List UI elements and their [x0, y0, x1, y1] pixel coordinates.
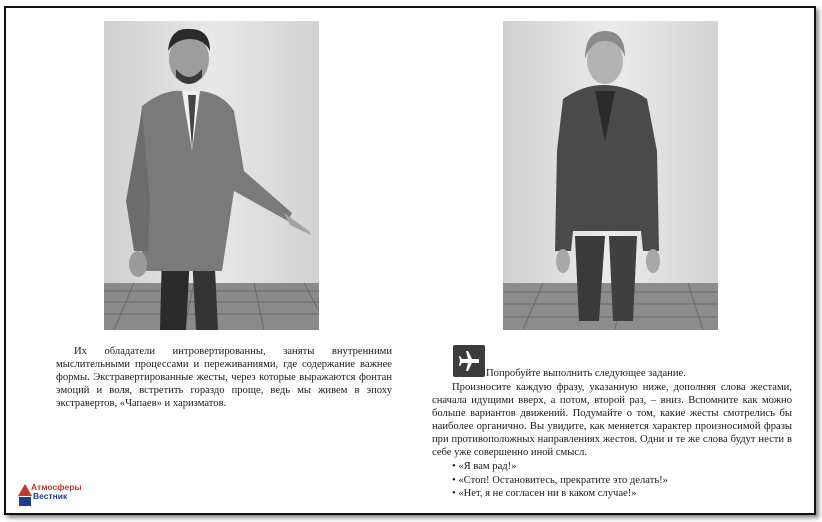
logo-line-2: Вестник [33, 491, 68, 501]
left-paragraph: Их обладатели интровертированны, заняты внутренними мыслительными процессами и переживаниями, где содержание важнее формы. Экстравертированные жесты, через которые выражаются фонтан эмоций и воля, встретить гораздо проще, ведь мы живем в эпоху экстравертов, «Чапаев» и харизматов. [56, 346, 392, 409]
man-pointing-photo [104, 21, 319, 330]
airplane-icon [453, 345, 485, 377]
list-item: • «Стоп! Остановитесь, прекратите это делать!» [452, 474, 668, 488]
woman-standing-photo [503, 21, 718, 330]
task-title: Попробуйте выполнить следующее задание. [486, 368, 686, 379]
logo-mark-icon [18, 484, 32, 506]
phrase-list [452, 460, 668, 501]
publisher-logo [16, 482, 90, 508]
list-item: • «Я вам рад!» [452, 460, 668, 474]
list-item: • «Нет, я не согласен ни в каком случае!» [452, 487, 668, 501]
task-body: Произносите каждую фразу, указанную ниже, дополняя слова жестами, сначала идущими вверх, а потом, второй раз, – вниз. Вспомните как можно больше вариантов движений. Подумайте о том, какие жесты смотрелись бы наиболее органично. Вы увидите, как меняется характер произносимой фразы при противоположных направлениях жестов. Одни и те же слова будут нести в себе уже совершенно иной смысл. [432, 382, 792, 458]
logo-line-1: Атмосферы [31, 482, 82, 492]
